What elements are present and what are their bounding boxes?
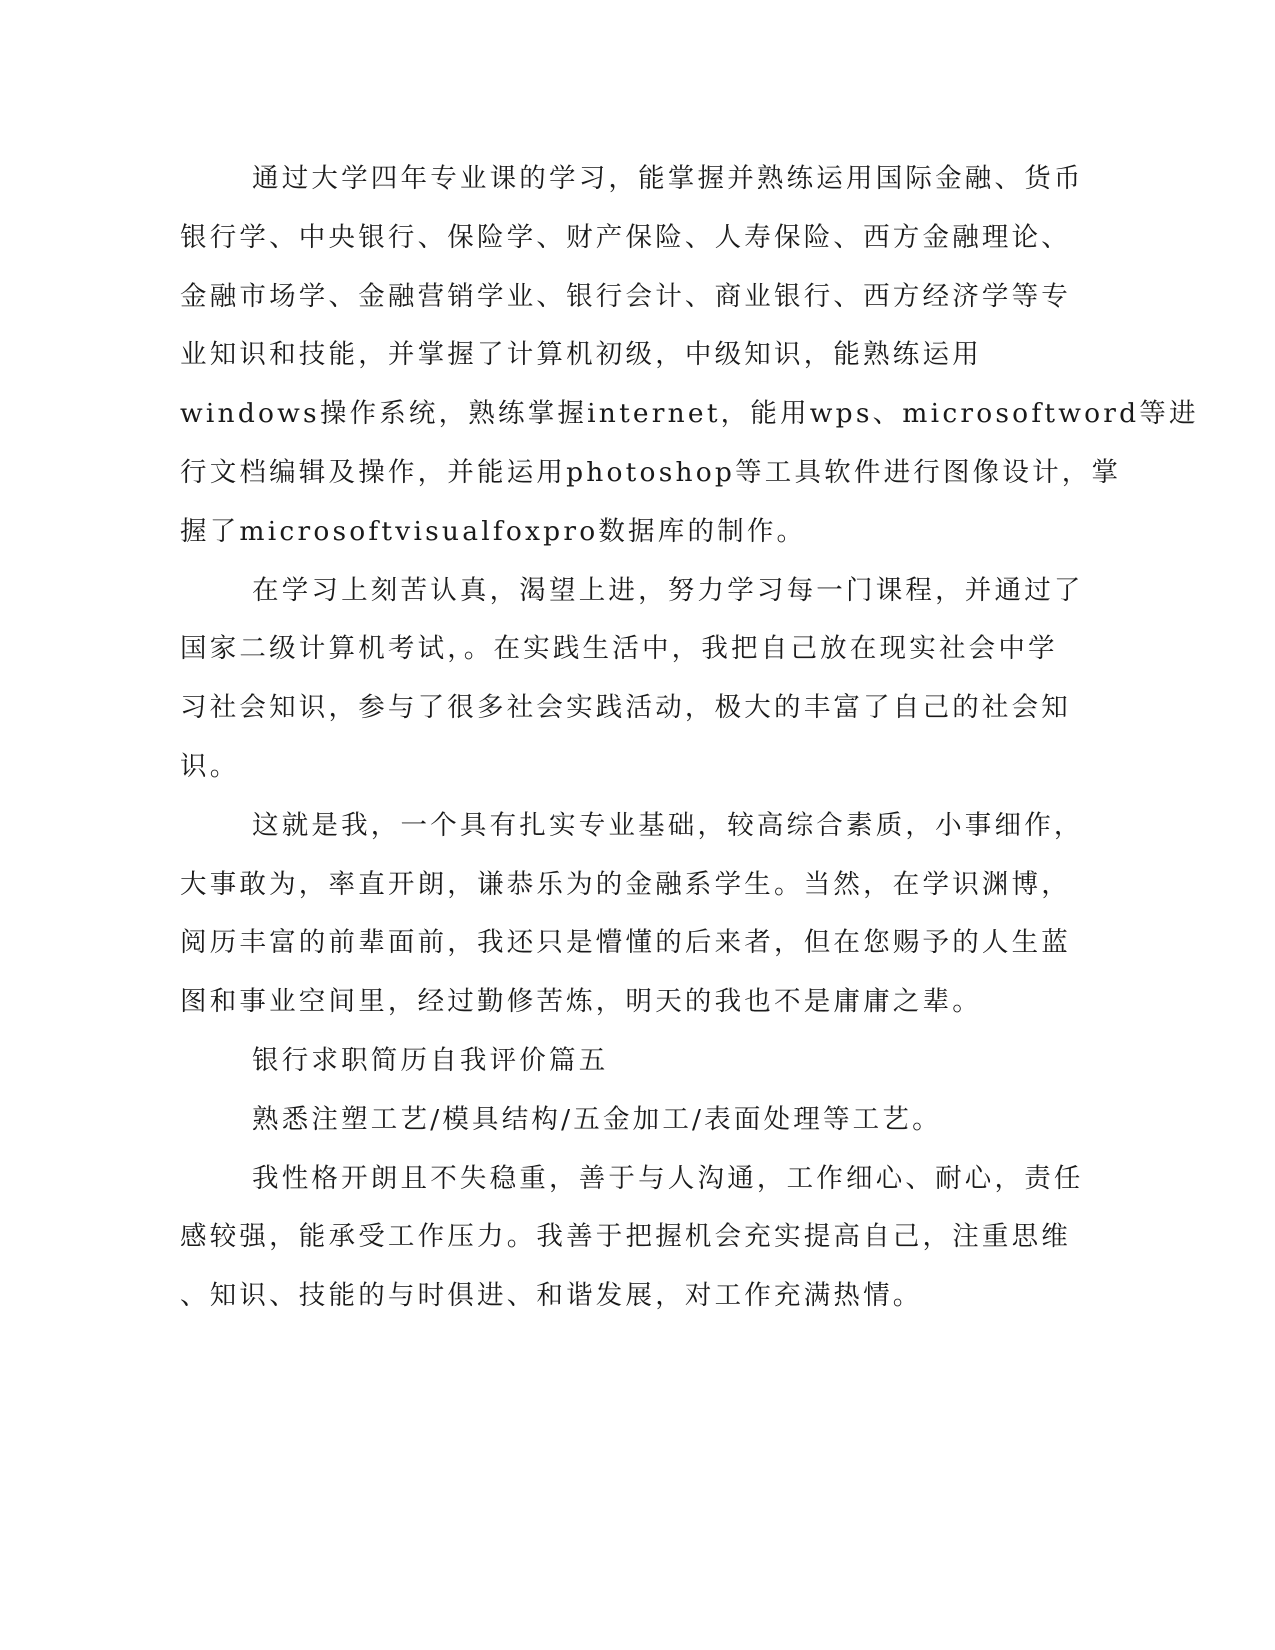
paragraph-skills xyxy=(180,1091,1030,1150)
paragraph-attitude xyxy=(180,562,1084,797)
paragraph-line: 在学习上刻苦认真，渴望上进，努力学习每一门课程，并通过了 xyxy=(252,574,1084,606)
document-body xyxy=(180,150,1199,1326)
section-title xyxy=(180,1032,1030,1091)
section-title-text: 银行求职简历自我评价篇五 xyxy=(252,1044,609,1076)
paragraph-line: 通过大学四年专业课的学习，能掌握并熟练运用国际金融、货币 xyxy=(252,163,1084,194)
paragraph-line: 我性格开朗且不失稳重，善于与人沟通，工作细心、耐心，责任 xyxy=(252,1162,1084,1194)
paragraph-line: windows操作系统，熟练掌握internet，能用wps、microsoftword等进 xyxy=(180,398,1199,430)
paragraph-line: 大事敢为，率直开朗，谦恭乐为的金融系学生。当然，在学识渊博， xyxy=(180,868,1071,900)
paragraph-line: 识。 xyxy=(180,750,240,782)
paragraph-line: 握了microsoftvisualfoxpro数据库的制作。 xyxy=(180,515,807,547)
paragraph-line: 金融市场学、金融营销学业、银行会计、商业银行、西方经济学等专 xyxy=(180,280,1071,312)
paragraph-line: 国家二级计算机考试，。在实践生活中，我把自己放在现实社会中学 xyxy=(180,633,1058,665)
paragraph-summary xyxy=(180,797,1084,1032)
paragraph-line: 阅历丰富的前辈面前，我还只是懵懂的后来者，但在您赐予的人生蓝 xyxy=(180,927,1071,959)
paragraph-line: 、知识、技能的与时俱进、和谐发展，对工作充满热情。 xyxy=(180,1280,923,1312)
paragraph-personality xyxy=(180,1150,1084,1326)
paragraph-line: 银行学、中央银行、保险学、财产保险、人寿保险、西方金融理论、 xyxy=(180,221,1071,253)
paragraph-line: 图和事业空间里，经过勤修苦炼，明天的我也不是庸庸之辈。 xyxy=(180,986,982,1018)
paragraph-line: 这就是我，一个具有扎实专业基础，较高综合素质，小事细作， xyxy=(252,809,1084,841)
paragraph-line: 习社会知识，参与了很多社会实践活动，极大的丰富了自己的社会知 xyxy=(180,692,1071,724)
paragraph-line: 行文档编辑及操作，并能运用photoshop等工具软件进行图像设计，掌 xyxy=(180,456,1122,488)
paragraph-line: 感较强，能承受工作压力。我善于把握机会充实提高自己，注重思维 xyxy=(180,1221,1071,1253)
paragraph-study xyxy=(180,150,1199,562)
paragraph-line: 熟悉注塑工艺/模具结构/五金加工/表面处理等工艺。 xyxy=(252,1103,942,1135)
paragraph-line: 业知识和技能，并掌握了计算机初级，中级知识，能熟练运用 xyxy=(180,339,982,371)
